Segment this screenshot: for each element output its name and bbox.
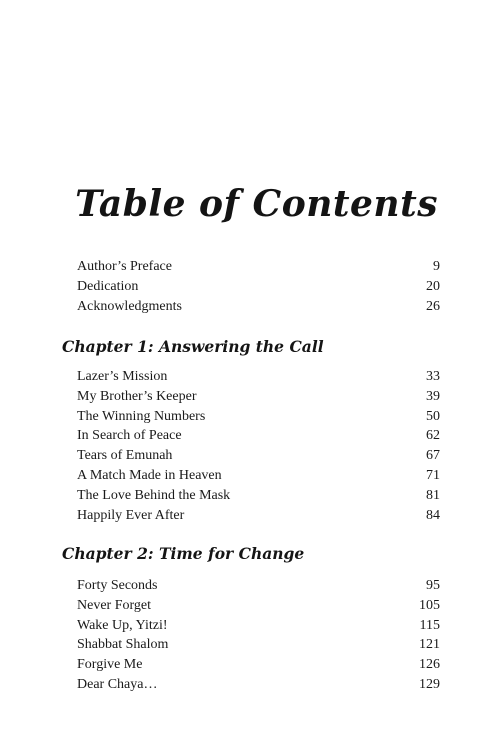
entry-title: Tears of Emunah	[77, 448, 173, 464]
toc-entry	[77, 655, 440, 675]
entry-page-number: 26	[426, 298, 440, 314]
entry-title: Wake Up, Yitzi!	[77, 617, 168, 633]
toc-entry	[77, 257, 440, 277]
entry-title: Dear Chaya…	[77, 676, 158, 692]
toc-entry	[77, 635, 440, 655]
entry-page-number: 62	[426, 428, 440, 444]
entry-page-number: 67	[426, 448, 440, 464]
entry-title: Author’s Preface	[77, 259, 172, 274]
entry-page-number: 50	[426, 408, 440, 424]
toc-entry	[77, 297, 440, 317]
chapter-2-list	[77, 576, 440, 695]
toc-entry	[77, 277, 440, 297]
chapter-1-list	[77, 367, 440, 525]
toc-entry	[77, 446, 440, 466]
entry-title: Happily Ever After	[77, 507, 185, 523]
toc-entry	[77, 466, 440, 486]
toc-entry	[77, 596, 440, 616]
toc-entry	[77, 486, 440, 506]
entry-page-number: 105	[419, 597, 440, 613]
entry-page-number: 71	[426, 467, 440, 483]
entry-title: Lazer’s Mission	[77, 369, 168, 384]
entry-title: Never Forget	[77, 597, 151, 613]
entry-page-number: 20	[426, 278, 440, 294]
chapter-heading: Chapter 1: Answering the Call	[62, 337, 324, 356]
entry-page-number: 33	[426, 369, 440, 384]
toc-entry	[77, 407, 440, 427]
entry-title: Acknowledgments	[77, 298, 182, 314]
toc-entry	[77, 367, 440, 387]
entry-title: My Brother’s Keeper	[77, 388, 197, 404]
page-title: Table of Contents	[75, 183, 438, 225]
entry-page-number: 126	[419, 657, 440, 673]
entry-page-number: 115	[419, 617, 440, 633]
entry-title: A Match Made in Heaven	[77, 467, 222, 483]
toc-entry	[77, 426, 440, 446]
entry-title: In Search of Peace	[77, 428, 182, 444]
entry-page-number: 39	[426, 388, 440, 404]
entry-page-number: 121	[419, 637, 440, 653]
entry-title: The Love Behind the Mask	[77, 487, 231, 503]
entry-title: Shabbat Shalom	[77, 637, 169, 653]
toc-entry	[77, 387, 440, 407]
entry-page-number: 9	[433, 259, 440, 274]
chapter-heading: Chapter 2: Time for Change	[62, 544, 305, 563]
front-matter-list	[77, 257, 440, 316]
entry-page-number: 95	[426, 578, 440, 593]
entry-title: The Winning Numbers	[77, 408, 206, 424]
entry-page-number: 81	[426, 487, 440, 503]
entry-title: Dedication	[77, 278, 139, 294]
entry-title: Forty Seconds	[77, 578, 158, 593]
entry-page-number: 129	[419, 676, 440, 692]
toc-entry	[77, 675, 440, 695]
toc-entry	[77, 576, 440, 596]
entry-title: Forgive Me	[77, 657, 143, 673]
toc-entry	[77, 616, 440, 636]
entry-page-number: 84	[426, 507, 440, 523]
toc-entry	[77, 506, 440, 526]
